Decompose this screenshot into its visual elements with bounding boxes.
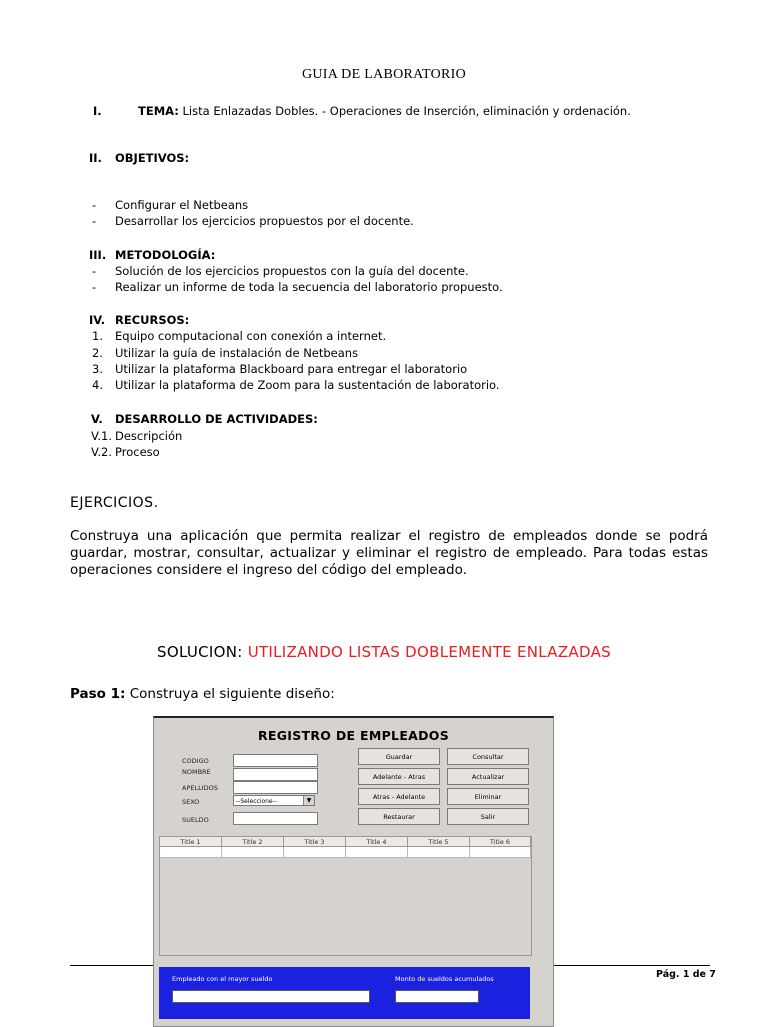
table-header[interactable]: Title 5 <box>408 837 470 847</box>
sueldo-input[interactable] <box>233 812 318 825</box>
section-5-label: DESARROLLO DE ACTIVIDADES: <box>115 412 318 426</box>
section-2-label: OBJETIVOS: <box>115 151 190 165</box>
subsection-number: V.2. <box>91 445 113 459</box>
section-1-text: Lista Enlazadas Dobles. - Operaciones de Inserción, eliminación y ordenación. <box>178 104 631 118</box>
nombre-input[interactable] <box>233 768 318 781</box>
solucion-heading <box>0 643 768 661</box>
adelante-atras-button[interactable]: Adelante - Atras <box>358 768 440 785</box>
objetivo-item: Desarrollar los ejercicios propuestos por el docente. <box>115 214 414 228</box>
table-cell[interactable] <box>346 847 408 858</box>
mayor-sueldo-label: Empleado con el mayor sueldo <box>172 975 273 983</box>
eliminar-button[interactable]: Eliminar <box>447 788 529 805</box>
registro-form-mockup <box>153 716 554 1027</box>
sexo-select[interactable] <box>233 795 315 806</box>
list-number: 3. <box>92 362 103 376</box>
recurso-item: Utilizar la plataforma de Zoom para la sustentación de laboratorio. <box>115 378 500 392</box>
restaurar-button[interactable]: Restaurar <box>358 808 440 825</box>
form-title: REGISTRO DE EMPLEADOS <box>257 728 450 743</box>
list-number: 2. <box>92 346 103 360</box>
section-4-label: RECURSOS: <box>115 313 190 327</box>
section-3-number: III. <box>89 248 107 262</box>
table-cell[interactable] <box>408 847 470 858</box>
mayor-sueldo-field[interactable] <box>172 990 370 1003</box>
section-5-number: V. <box>91 412 103 426</box>
table-header[interactable]: Title 3 <box>284 837 346 847</box>
sexo-select-value: --Seleccione-- <box>236 798 277 805</box>
section-1-number: I. <box>93 104 102 118</box>
table-header[interactable]: Title 2 <box>222 837 284 847</box>
label-apellidos: APELLIDOS <box>182 784 218 792</box>
actualizar-button[interactable]: Actualizar <box>447 768 529 785</box>
monto-sueldos-field[interactable] <box>395 990 479 1003</box>
bullet-dash: - <box>92 214 97 228</box>
section-2-number: II. <box>89 151 102 165</box>
label-nombre: NOMBRE <box>182 768 211 776</box>
section-1-line <box>138 104 631 118</box>
guardar-button[interactable]: Guardar <box>358 748 440 765</box>
section-1-label: TEMA: <box>138 104 179 118</box>
table-cell[interactable] <box>160 847 222 858</box>
recurso-item: Equipo computacional con conexión a internet. <box>115 329 387 343</box>
subsection-text: Proceso <box>115 445 160 459</box>
bullet-dash: - <box>92 198 97 212</box>
ejercicios-heading: EJERCICIOS. <box>70 495 159 511</box>
table-cell[interactable] <box>222 847 284 858</box>
recurso-item: Utilizar la guía de instalación de Netbeans <box>115 346 359 360</box>
ejercicios-paragraph: Construya una aplicación que permita realizar el registro de empleados donde se podrá guardar, mostrar, consultar, actualizar y eliminar el registro de empleado. Para todas estas operaciones considere el ingreso del código del empleado. <box>70 528 708 578</box>
list-number: 1. <box>92 329 103 343</box>
apellidos-input[interactable] <box>233 781 318 794</box>
label-codigo: CODIGO <box>182 757 209 765</box>
objetivo-item: Configurar el Netbeans <box>115 198 249 212</box>
metodologia-item: Solución de los ejercicios propuestos con la guía del docente. <box>115 264 469 278</box>
table-header[interactable]: Title 6 <box>470 837 531 847</box>
page-number: Pág. 1 de 7 <box>656 969 716 980</box>
codigo-input[interactable] <box>233 754 318 767</box>
table-cell[interactable] <box>470 847 531 858</box>
subsection-number: V.1. <box>91 429 113 443</box>
paso-label: Paso 1: <box>70 686 126 702</box>
monto-sueldos-label: Monto de sueldos acumulados <box>395 975 494 983</box>
label-sueldo: SUELDO <box>182 816 209 824</box>
paso-line <box>70 686 335 702</box>
solucion-highlight: UTILIZANDO LISTAS DOBLEMENTE ENLAZADAS <box>247 643 611 661</box>
dropdown-arrow-icon: ▼ <box>303 796 314 805</box>
subsection-text: Descripción <box>115 429 183 443</box>
table-header[interactable]: Title 1 <box>160 837 222 847</box>
doc-title: GUIA DE LABORATORIO <box>301 67 467 82</box>
consultar-button[interactable]: Consultar <box>447 748 529 765</box>
list-number: 4. <box>92 378 103 392</box>
summary-panel <box>159 967 530 1019</box>
section-3-label: METODOLOGÍA: <box>115 248 216 262</box>
metodologia-item: Realizar un informe de toda la secuencia del laboratorio propuesto. <box>115 280 503 294</box>
label-sexo: SEXO <box>182 798 200 806</box>
table-cell[interactable] <box>284 847 346 858</box>
empleados-table[interactable] <box>159 836 532 956</box>
atras-adelante-button[interactable]: Atras - Adelante <box>358 788 440 805</box>
salir-button[interactable]: Salir <box>447 808 529 825</box>
bullet-dash: - <box>92 280 97 294</box>
table-header[interactable]: Title 4 <box>346 837 408 847</box>
solucion-label: SOLUCION: <box>157 643 248 661</box>
bullet-dash: - <box>92 264 97 278</box>
paso-text: Construya el siguiente diseño: <box>125 686 335 702</box>
section-4-number: IV. <box>89 313 106 327</box>
recurso-item: Utilizar la plataforma Blackboard para entregar el laboratorio <box>115 362 468 376</box>
